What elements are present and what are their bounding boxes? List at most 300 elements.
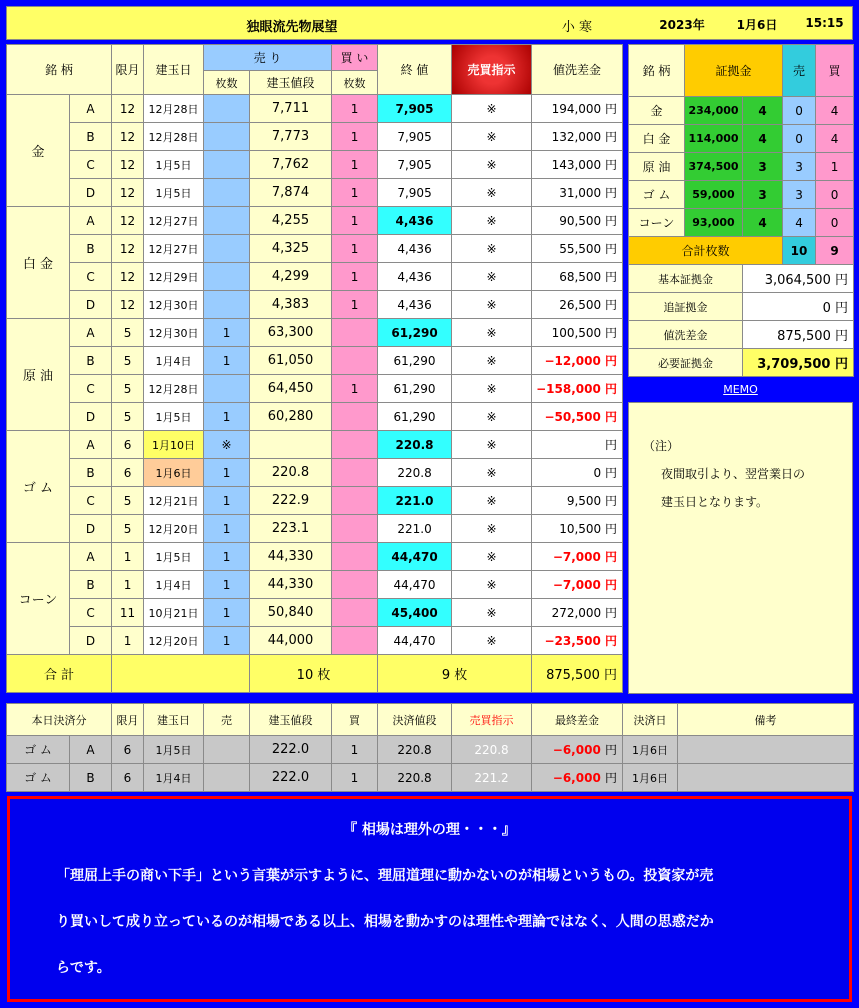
row-letter: A [70, 95, 112, 123]
sell-qty [204, 207, 250, 235]
settlement-table [6, 703, 854, 792]
contract-month: 1 [112, 571, 144, 599]
entry-date: 1月4日 [144, 571, 204, 599]
sell-qty: 1 [204, 459, 250, 487]
close-price: 4,436 [378, 263, 452, 291]
position-row [7, 543, 623, 571]
contract-month: 5 [112, 515, 144, 543]
sell-qty: 1 [204, 487, 250, 515]
entry-price: 50,840 [250, 599, 332, 627]
settle-commodity: ゴ ム [7, 764, 70, 792]
position-row [7, 571, 623, 599]
margin-amount: 374,500 [685, 153, 743, 181]
trade-signal: ※ [452, 487, 532, 515]
buy-qty [332, 403, 378, 431]
message-body-1: 「理屈上手の商い下手」という言葉が示すように、理屈道理に動かないのが相場というもの。投資家が売 [56, 868, 714, 884]
margin-count: 4 [743, 97, 783, 125]
col-header-gengetsu: 限月 [112, 45, 144, 95]
settle-note [678, 736, 854, 764]
contract-month: 5 [112, 403, 144, 431]
position-row [7, 459, 623, 487]
close-price: 61,290 [378, 403, 452, 431]
summary-value: 3,064,500 円 [743, 265, 854, 293]
trade-signal: ※ [452, 347, 532, 375]
sell-qty: 1 [204, 319, 250, 347]
commodity-name: ゴ ム [7, 431, 70, 543]
entry-date: 12月20日 [144, 515, 204, 543]
buy-qty: 1 [332, 179, 378, 207]
entry-price: 4,325 [250, 235, 332, 263]
summary-row [629, 321, 854, 349]
message-body-3: らです。 [56, 960, 111, 976]
close-price: 61,290 [378, 319, 452, 347]
margin-row [629, 97, 854, 125]
trade-signal: ※ [452, 403, 532, 431]
profit-loss: 100,500 円 [532, 319, 623, 347]
contract-month: 1 [112, 543, 144, 571]
margin-count: 4 [743, 125, 783, 153]
sell-qty [204, 123, 250, 151]
close-price: 44,470 [378, 571, 452, 599]
entry-price: 7,773 [250, 123, 332, 151]
close-price: 220.8 [378, 459, 452, 487]
margin-row [629, 153, 854, 181]
entry-price [250, 431, 332, 459]
settle-pl: −6,000 円 [532, 764, 623, 792]
buy-qty: 1 [332, 291, 378, 319]
entry-date: 1月6日 [144, 459, 204, 487]
settle-header: 最終差金 [532, 704, 623, 736]
position-row [7, 179, 623, 207]
margin-count: 3 [743, 153, 783, 181]
margin-row [629, 209, 854, 237]
sell-qty: 1 [204, 571, 250, 599]
total-sell: 10 枚 [250, 655, 378, 693]
margin-header-meigara: 銘 柄 [629, 45, 685, 97]
entry-price: 44,330 [250, 571, 332, 599]
trade-signal: ※ [452, 235, 532, 263]
summary-row [629, 265, 854, 293]
profit-loss: −50,500 円 [532, 403, 623, 431]
contract-month: 5 [112, 487, 144, 515]
memo-panel [628, 402, 853, 694]
profit-loss: −23,500 円 [532, 627, 623, 655]
entry-price: 222.9 [250, 487, 332, 515]
summary-value: 875,500 円 [743, 321, 854, 349]
entry-date: 10月21日 [144, 599, 204, 627]
row-letter: C [70, 263, 112, 291]
position-row [7, 403, 623, 431]
buy-qty [332, 319, 378, 347]
profit-loss: 円 [532, 431, 623, 459]
entry-date: 12月28日 [144, 123, 204, 151]
trade-signal: ※ [452, 571, 532, 599]
close-price: 4,436 [378, 235, 452, 263]
close-price: 7,905 [378, 151, 452, 179]
total-buy: 9 枚 [378, 655, 532, 693]
margin-buy: 4 [816, 125, 854, 153]
close-price: 7,905 [378, 123, 452, 151]
settle-signal: 220.8 [452, 736, 532, 764]
entry-date: 12月21日 [144, 487, 204, 515]
trade-signal: ※ [452, 515, 532, 543]
entry-date: 1月5日 [144, 543, 204, 571]
position-row [7, 95, 623, 123]
row-letter: D [70, 627, 112, 655]
row-letter: D [70, 515, 112, 543]
margin-total-label: 合計枚数 [629, 237, 783, 265]
settle-letter: B [70, 764, 112, 792]
settle-header: 売 [204, 704, 250, 736]
baibai-shiji-label: 売買指示 [467, 63, 516, 77]
entry-date: 1月5日 [144, 151, 204, 179]
position-row [7, 151, 623, 179]
contract-month: 12 [112, 151, 144, 179]
row-letter: D [70, 403, 112, 431]
summary-value: 3,709,500 円 [743, 349, 854, 377]
entry-price: 64,450 [250, 375, 332, 403]
settle-price: 220.8 [378, 764, 452, 792]
commodity-name: 白 金 [7, 207, 70, 319]
entry-price: 7,711 [250, 95, 332, 123]
profit-loss: 90,500 円 [532, 207, 623, 235]
memo-line-1: 夜間取引より、翌営業日の [661, 467, 806, 481]
entry-date: 1月4日 [144, 347, 204, 375]
commodity-name: コーン [7, 543, 70, 655]
settle-month: 6 [112, 736, 144, 764]
contract-month: 12 [112, 95, 144, 123]
settle-entry-price: 222.0 [250, 736, 332, 764]
buy-qty: 1 [332, 375, 378, 403]
settle-buy: 1 [332, 736, 378, 764]
settle-buy: 1 [332, 764, 378, 792]
margin-table [628, 44, 854, 377]
contract-month: 5 [112, 319, 144, 347]
entry-date: 12月29日 [144, 263, 204, 291]
header-year: 2023年 [659, 18, 705, 32]
position-row [7, 291, 623, 319]
entry-price: 44,000 [250, 627, 332, 655]
position-row [7, 123, 623, 151]
message-box [7, 796, 852, 1002]
close-price: 220.8 [378, 431, 452, 459]
summary-label: 基本証拠金 [629, 265, 743, 293]
row-letter: A [70, 319, 112, 347]
margin-commodity: 白 金 [629, 125, 685, 153]
entry-price: 7,762 [250, 151, 332, 179]
settle-date: 1月6日 [623, 764, 678, 792]
contract-month: 5 [112, 375, 144, 403]
sell-qty: 1 [204, 403, 250, 431]
profit-loss: −7,000 円 [532, 571, 623, 599]
margin-amount: 234,000 [685, 97, 743, 125]
entry-date: 12月27日 [144, 235, 204, 263]
settle-header: 建玉日 [144, 704, 204, 736]
profit-loss: 9,500 円 [532, 487, 623, 515]
row-letter: A [70, 543, 112, 571]
baibai-shiji-button[interactable] [452, 45, 532, 95]
margin-buy: 0 [816, 209, 854, 237]
sell-qty [204, 151, 250, 179]
settle-month: 6 [112, 764, 144, 792]
col-header-meigara: 銘 柄 [7, 45, 112, 95]
col-header-tategyoku-neda: 建玉値段 [250, 71, 332, 95]
settle-row [7, 764, 854, 792]
col-header-nearai: 値洗差金 [532, 45, 623, 95]
trade-signal: ※ [452, 123, 532, 151]
memo-note: （注） [643, 439, 680, 453]
message-body-2: り買いして成り立っているのが相場である以上、相場を動かすのは理性や理論ではなく、人間の思惑だか [56, 914, 714, 930]
buy-qty: 1 [332, 235, 378, 263]
entry-date: 1月10日 [144, 431, 204, 459]
profit-loss: 194,000 円 [532, 95, 623, 123]
contract-month: 6 [112, 459, 144, 487]
settle-header: 決済値段 [378, 704, 452, 736]
total-label: 合 計 [7, 655, 112, 693]
sell-qty: 1 [204, 627, 250, 655]
profit-loss: 10,500 円 [532, 515, 623, 543]
settle-header: 限月 [112, 704, 144, 736]
position-row [7, 515, 623, 543]
close-price: 44,470 [378, 543, 452, 571]
summary-label: 必要証拠金 [629, 349, 743, 377]
trade-signal: ※ [452, 375, 532, 403]
col-header-tategyokubi: 建玉日 [144, 45, 204, 95]
buy-qty: 1 [332, 123, 378, 151]
summary-label: 追証拠金 [629, 293, 743, 321]
header-time: 15:15 [805, 16, 844, 30]
margin-count: 3 [743, 181, 783, 209]
contract-month: 1 [112, 627, 144, 655]
settle-pl: −6,000 円 [532, 736, 623, 764]
trade-signal: ※ [452, 627, 532, 655]
trade-signal: ※ [452, 151, 532, 179]
position-row [7, 235, 623, 263]
row-letter: C [70, 151, 112, 179]
row-letter: A [70, 431, 112, 459]
summary-label: 値洗差金 [629, 321, 743, 349]
close-price: 61,290 [378, 347, 452, 375]
margin-sell: 0 [783, 125, 816, 153]
entry-price: 4,299 [250, 263, 332, 291]
weather-label: 小 寒 [561, 20, 593, 35]
trade-signal: ※ [452, 291, 532, 319]
position-row [7, 375, 623, 403]
buy-qty [332, 431, 378, 459]
buy-qty [332, 487, 378, 515]
trade-signal: ※ [452, 95, 532, 123]
profit-loss: −12,000 円 [532, 347, 623, 375]
margin-row [629, 181, 854, 209]
summary-value: 0 円 [743, 293, 854, 321]
contract-month: 12 [112, 207, 144, 235]
row-letter: B [70, 459, 112, 487]
entry-price: 4,383 [250, 291, 332, 319]
message-title: 『 相場は理外の理・・・』 [343, 822, 516, 838]
trade-signal: ※ [452, 319, 532, 347]
trade-signal: ※ [452, 263, 532, 291]
margin-header-kai: 買 [816, 45, 854, 97]
margin-count: 4 [743, 209, 783, 237]
settle-entry-price: 222.0 [250, 764, 332, 792]
margin-commodity: 原 油 [629, 153, 685, 181]
row-letter: C [70, 375, 112, 403]
margin-commodity: ゴ ム [629, 181, 685, 209]
commodity-name: 金 [7, 95, 70, 207]
margin-total-buy: 9 [816, 237, 854, 265]
sell-qty [204, 235, 250, 263]
entry-date: 1月5日 [144, 403, 204, 431]
settle-signal: 221.2 [452, 764, 532, 792]
margin-total-sell: 10 [783, 237, 816, 265]
margin-sell: 3 [783, 153, 816, 181]
row-letter: A [70, 207, 112, 235]
entry-price: 223.1 [250, 515, 332, 543]
sell-qty: ※ [204, 431, 250, 459]
entry-price: 7,874 [250, 179, 332, 207]
buy-qty [332, 459, 378, 487]
entry-price: 4,255 [250, 207, 332, 235]
header-date: 1月6日 [736, 18, 778, 32]
trade-signal: ※ [452, 207, 532, 235]
col-header-owarine: 終 値 [378, 45, 452, 95]
profit-loss: 55,500 円 [532, 235, 623, 263]
header-bar [6, 6, 853, 40]
sell-qty [204, 291, 250, 319]
memo-line-2: 建玉日となります。 [661, 495, 769, 509]
settle-sell [204, 736, 250, 764]
settle-header: 決済日 [623, 704, 678, 736]
settle-commodity: ゴ ム [7, 736, 70, 764]
close-price: 45,400 [378, 599, 452, 627]
margin-sell: 3 [783, 181, 816, 209]
buy-qty: 1 [332, 263, 378, 291]
entry-price: 44,330 [250, 543, 332, 571]
entry-date: 12月20日 [144, 627, 204, 655]
position-row [7, 627, 623, 655]
total-amount: 875,500 円 [532, 655, 623, 693]
profit-loss: 26,500 円 [532, 291, 623, 319]
margin-header-shokokin: 証拠金 [685, 45, 783, 97]
entry-price: 60,280 [250, 403, 332, 431]
sell-qty: 1 [204, 347, 250, 375]
buy-qty [332, 347, 378, 375]
contract-month: 12 [112, 235, 144, 263]
col-header-buy-maisu: 枚数 [332, 71, 378, 95]
trade-signal: ※ [452, 543, 532, 571]
entry-date: 12月30日 [144, 319, 204, 347]
margin-sell: 4 [783, 209, 816, 237]
margin-buy: 4 [816, 97, 854, 125]
close-price: 44,470 [378, 627, 452, 655]
profit-loss: 0 円 [532, 459, 623, 487]
profit-loss: 68,500 円 [532, 263, 623, 291]
position-row [7, 319, 623, 347]
buy-qty: 1 [332, 151, 378, 179]
contract-month: 6 [112, 431, 144, 459]
entry-date: 1月5日 [144, 179, 204, 207]
sell-qty: 1 [204, 515, 250, 543]
close-price: 7,905 [378, 95, 452, 123]
col-header-kai: 買 い [332, 45, 378, 71]
margin-amount: 93,000 [685, 209, 743, 237]
margin-commodity: 金 [629, 97, 685, 125]
contract-month: 5 [112, 347, 144, 375]
entry-price: 220.8 [250, 459, 332, 487]
margin-buy: 0 [816, 181, 854, 209]
row-letter: B [70, 123, 112, 151]
profit-loss: 132,000 円 [532, 123, 623, 151]
settle-letter: A [70, 736, 112, 764]
col-header-sell-maisu: 枚数 [204, 71, 250, 95]
buy-qty [332, 571, 378, 599]
contract-month: 12 [112, 291, 144, 319]
sell-qty [204, 95, 250, 123]
trade-signal: ※ [452, 431, 532, 459]
settle-sell [204, 764, 250, 792]
close-price: 7,905 [378, 179, 452, 207]
sell-qty [204, 263, 250, 291]
settle-note [678, 764, 854, 792]
entry-price: 61,050 [250, 347, 332, 375]
settle-row [7, 736, 854, 764]
settle-date: 1月6日 [623, 736, 678, 764]
buy-qty [332, 627, 378, 655]
close-price: 4,436 [378, 291, 452, 319]
positions-table [6, 44, 623, 693]
margin-amount: 114,000 [685, 125, 743, 153]
row-letter: C [70, 599, 112, 627]
entry-date: 12月28日 [144, 95, 204, 123]
sell-qty: 1 [204, 599, 250, 627]
buy-qty [332, 599, 378, 627]
entry-date: 12月27日 [144, 207, 204, 235]
close-price: 221.0 [378, 515, 452, 543]
sell-qty: 1 [204, 543, 250, 571]
settle-entry-date: 1月5日 [144, 736, 204, 764]
profit-loss: −7,000 円 [532, 543, 623, 571]
profit-loss: −158,000 円 [532, 375, 623, 403]
memo-header [628, 378, 853, 400]
profit-loss: 143,000 円 [532, 151, 623, 179]
close-price: 221.0 [378, 487, 452, 515]
margin-amount: 59,000 [685, 181, 743, 209]
settle-price: 220.8 [378, 736, 452, 764]
settle-header: 備考 [678, 704, 854, 736]
settle-header: 買 [332, 704, 378, 736]
position-row [7, 431, 623, 459]
row-letter: C [70, 487, 112, 515]
margin-row [629, 125, 854, 153]
margin-buy: 1 [816, 153, 854, 181]
contract-month: 12 [112, 263, 144, 291]
position-row [7, 599, 623, 627]
buy-qty [332, 543, 378, 571]
col-header-uri: 売 り [204, 45, 332, 71]
memo-link[interactable]: MEMO [723, 383, 758, 396]
profit-loss: 272,000 円 [532, 599, 623, 627]
sell-qty [204, 179, 250, 207]
entry-date: 12月28日 [144, 375, 204, 403]
buy-qty: 1 [332, 95, 378, 123]
margin-sell: 0 [783, 97, 816, 125]
margin-commodity: コーン [629, 209, 685, 237]
row-letter: D [70, 291, 112, 319]
position-row [7, 207, 623, 235]
buy-qty: 1 [332, 207, 378, 235]
settle-header: 建玉値段 [250, 704, 332, 736]
sell-qty [204, 375, 250, 403]
